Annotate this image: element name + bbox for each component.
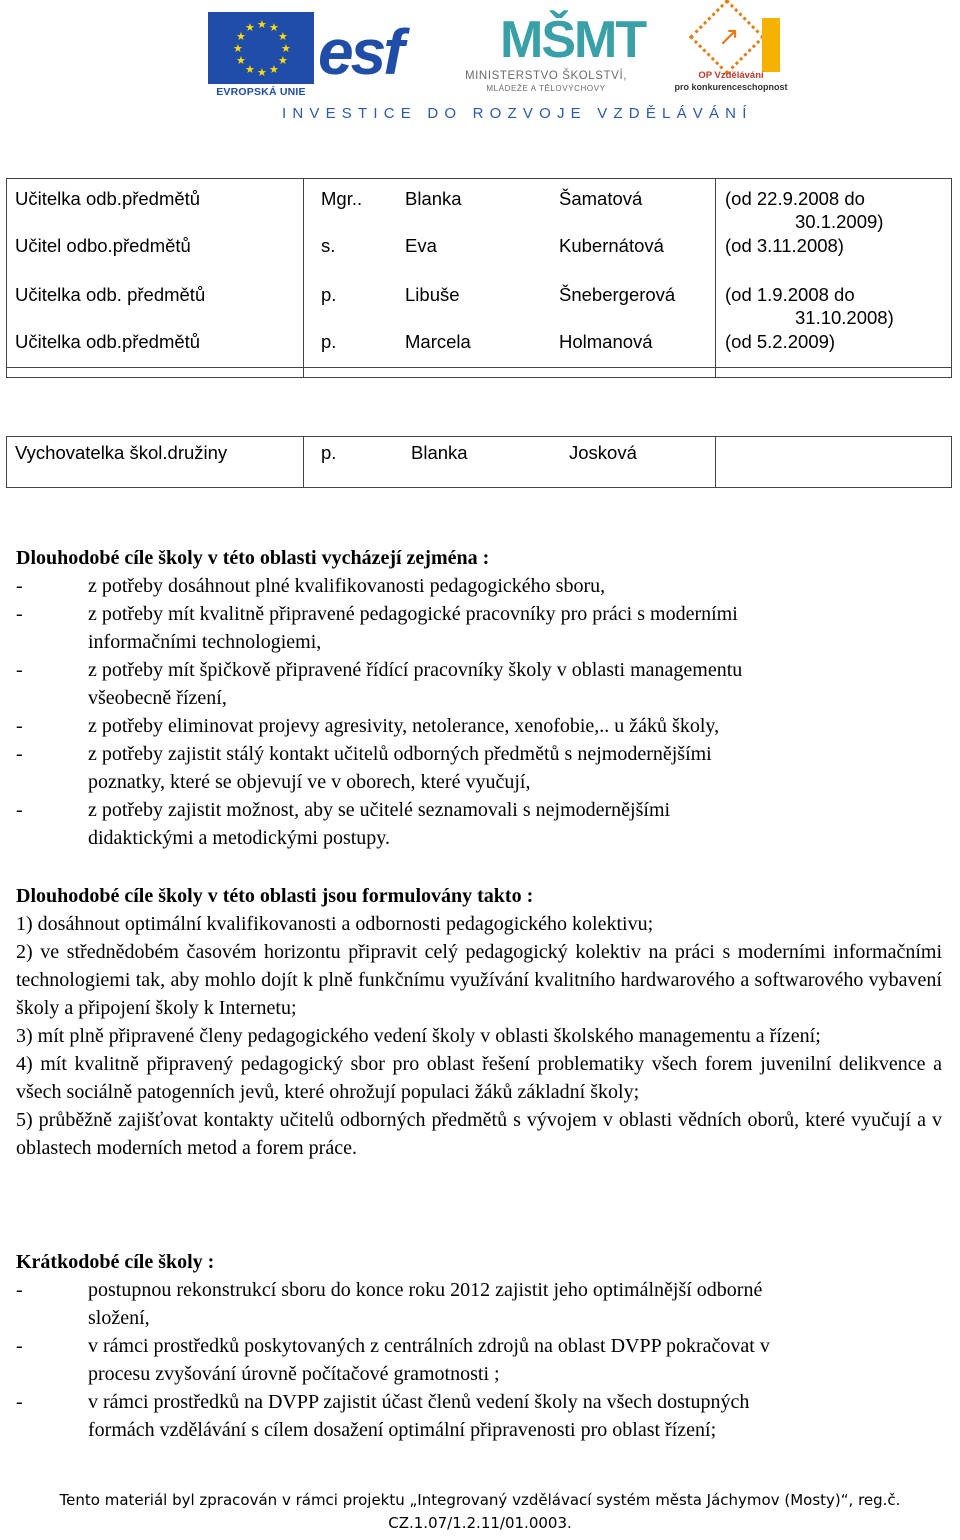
page-footer [0,1489,960,1535]
staff-period: (od 3.11.2008) [725,235,844,256]
esf-text: esf [318,16,402,88]
list-item: - z potřeby zajistit stálý kontakt učitelů odborných předmětů s nejmodernějšími poznatky, které se objevují ve v oborech, které vyučují, [16,743,712,793]
staff-first-name: Marcela [405,331,471,352]
staff-role: Vychovatelka škol.družiny [15,442,228,463]
staff-title: p. [321,442,337,463]
staff-last-name: Šamatová [559,188,643,209]
section-long-term-goals [16,882,942,1162]
investice-tagline: INVESTICE DO ROZVOJE VZDĚLÁVÁNÍ [282,105,753,122]
staff-table-2 [6,436,952,488]
numbered-item: 3) mít plně připravené členy pedagogického vedení školy v oblasti školského managementu a řízení; [16,1025,821,1047]
eu-logo [208,12,314,98]
staff-first-name: Eva [405,235,437,256]
staff-first-name: Blanka [405,188,462,209]
op-logo [672,10,790,100]
section-short-term-goals [16,1248,942,1444]
staff-title: s. [321,235,336,256]
staff-last-name: Holmanová [559,331,653,352]
staff-role: Učitelka odb.předmětů [15,188,201,209]
logo-header [0,0,960,130]
footer-line1: Tento materiál byl zpracován v rámci projektu „Integrovaný vzdělávací systém města Jáchymov (Mosty)“, reg.č. [59,1491,901,1509]
eu-flag-icon: ★ ★ ★ ★ ★ ★ ★ ★ ★ ★ ★ ★ [208,12,314,84]
list-item: - z potřeby mít špičkově připravené řídící pracovníky školy v oblasti managementu všeobecně řízení, [16,659,743,709]
op-arrow-icon: ↗ [718,22,740,52]
staff-first-name: Libuše [405,284,460,305]
op-side-bar [762,18,780,72]
staff-period: (od 1.9.2008 do 31.10.2008) [725,284,894,328]
list-item: - z potřeby mít kvalitně připravené pedagogické pracovníky pro práci s moderními informačními technologiemi, [16,603,738,653]
msmt-line1: MINISTERSTVO ŠKOLSTVÍ, [464,70,628,82]
staff-role: Učitel odbo.předmětů [15,235,191,256]
list-item: - v rámci prostředků na DVPP zajistit účast členů vedení školy na všech dostupných formách vzdělávání s cílem dosažení optimální připravenosti pro oblast řízení; [16,1391,750,1441]
staff-last-name: Josková [569,442,637,463]
numbered-item: 4) mít kvalitně připravený pedagogický sbor pro oblast řešení problematiky všech forem juvenilní delikvence a všech sociálně patogenních jevů, které ohrožují populaci žáků základní školy; [16,1053,942,1103]
staff-period: (od 5.2.2009) [725,331,836,352]
op-line1: OP Vzdělávání [698,70,764,81]
esf-logo [318,12,418,98]
list-item: - postupnou rekonstrukcí sboru do konce roku 2012 zajistit jeho optimálnější odborné složení, [16,1279,763,1329]
staff-last-name: Šnebergerová [559,284,676,305]
section-long-term-sources [16,544,942,852]
list-item: - z potřeby zajistit možnost, aby se učitelé seznamovali s nejmodernějšími didaktickými a metodickými postupy. [16,799,671,849]
staff-last-name: Kubernátová [559,235,664,256]
eu-caption: EVROPSKÁ UNIE [216,86,306,98]
list-item: - v rámci prostředků poskytovaných z centrálních zdrojů na oblast DVPP pokračovat v procesu zvyšování úrovně počítačové gramotnosti ; [16,1335,770,1385]
msmt-logo [456,11,646,98]
numbered-item: 5) průběžně zajišťovat kontakty učitelů odborných předmětů s vývojem v oblasti vědních oborů, které vyučují a v oblastech moderních metod a forem práce. [16,1109,942,1159]
section-heading: Dlouhodobé cíle školy v této oblasti vycházejí zejména : [16,547,490,569]
list-item: - z potřeby dosáhnout plné kvalifikovanosti pedagogického sboru, [16,575,606,597]
staff-title: p. [321,331,337,352]
msmt-mark: MŠMT [500,11,646,69]
msmt-line2: MLÁDEŽE A TĚLOVÝCHOVY [486,84,606,93]
op-line2: pro konkurenceschopnost [674,82,788,92]
staff-table [6,178,952,378]
list-item: - z potřeby eliminovat projevy agresivity, netolerance, xenofobie,.. u žáků školy, [16,715,720,737]
staff-role: Učitelka odb. předmětů [15,284,206,305]
staff-title: Mgr.. [321,188,363,209]
section-heading: Krátkodobé cíle školy : [16,1251,215,1273]
staff-first-name: Blanka [411,442,468,463]
footer-line2: CZ.1.07/1.2.11/01.0003. [388,1514,572,1532]
numbered-item: 1) dosáhnout optimální kvalifikovanosti a odbornosti pedagogického kolektivu; [16,913,654,935]
staff-title: p. [321,284,337,305]
staff-period: (od 22.9.2008 do 30.1.2009) [725,188,884,232]
numbered-item: 2) ve střednědobém časovém horizontu připravit celý pedagogický kolektiv na práci s moderními informačními technologiemi tak, aby mohlo dojít k plně funkčnímu využívání kvalitního hardwarového a softwarového vybavení školy a připojení školy k Internetu; [16,941,942,1019]
section-heading: Dlouhodobé cíle školy v této oblasti jsou formulovány takto : [16,885,534,907]
staff-role: Učitelka odb.předmětů [15,331,201,352]
